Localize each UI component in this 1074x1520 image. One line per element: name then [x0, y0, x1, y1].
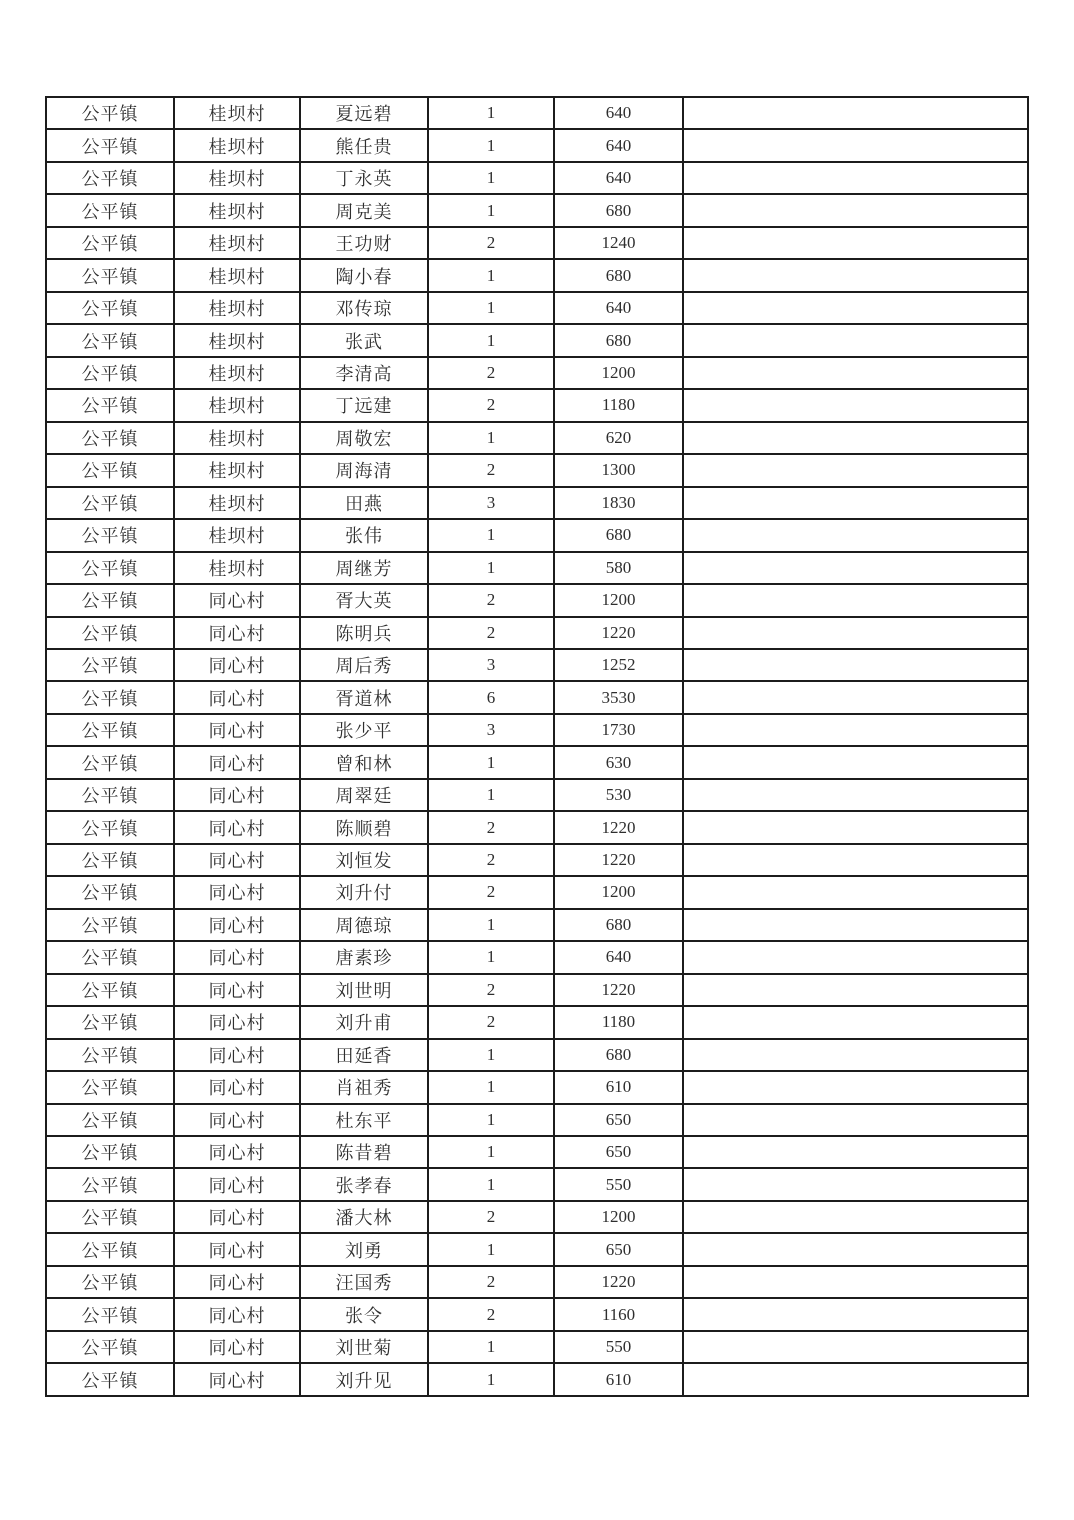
cell-count: 2: [428, 1266, 554, 1298]
cell-count: 1: [428, 909, 554, 941]
cell-village: 同心村: [174, 1233, 300, 1265]
cell-note: [683, 1136, 1028, 1168]
cell-note: [683, 552, 1028, 584]
cell-person-name: 邓传琼: [300, 292, 428, 324]
cell-amount: 1830: [554, 487, 683, 519]
cell-count: 1: [428, 292, 554, 324]
cell-note: [683, 844, 1028, 876]
cell-person-name: 刘升付: [300, 876, 428, 908]
cell-person-name: 张伟: [300, 519, 428, 551]
table-row: [46, 617, 1028, 649]
cell-village: 桂坝村: [174, 162, 300, 194]
cell-person-name: 陈明兵: [300, 617, 428, 649]
cell-person-name: 丁永英: [300, 162, 428, 194]
table-row: [46, 1363, 1028, 1396]
table-row: [46, 909, 1028, 941]
cell-count: 2: [428, 1298, 554, 1330]
cell-village: 桂坝村: [174, 389, 300, 421]
cell-town: 公平镇: [46, 844, 174, 876]
cell-amount: 640: [554, 162, 683, 194]
cell-town: 公平镇: [46, 97, 174, 129]
cell-village: 桂坝村: [174, 324, 300, 356]
cell-village: 同心村: [174, 1266, 300, 1298]
cell-village: 桂坝村: [174, 454, 300, 486]
cell-amount: 640: [554, 941, 683, 973]
table-row: [46, 227, 1028, 259]
cell-note: [683, 811, 1028, 843]
cell-person-name: 田燕: [300, 487, 428, 519]
cell-amount: 680: [554, 519, 683, 551]
table-row: [46, 357, 1028, 389]
cell-village: 桂坝村: [174, 227, 300, 259]
table-row: [46, 649, 1028, 681]
cell-person-name: 熊任贵: [300, 129, 428, 161]
records-table: [45, 96, 1029, 1397]
table-row: [46, 876, 1028, 908]
cell-person-name: 田延香: [300, 1039, 428, 1071]
cell-note: [683, 1233, 1028, 1265]
cell-note: [683, 519, 1028, 551]
cell-amount: 1220: [554, 844, 683, 876]
cell-amount: 1200: [554, 1201, 683, 1233]
cell-village: 同心村: [174, 1363, 300, 1396]
cell-village: 同心村: [174, 1331, 300, 1363]
cell-amount: 640: [554, 292, 683, 324]
cell-town: 公平镇: [46, 1039, 174, 1071]
cell-count: 1: [428, 941, 554, 973]
cell-town: 公平镇: [46, 519, 174, 551]
cell-count: 1: [428, 324, 554, 356]
cell-village: 桂坝村: [174, 97, 300, 129]
cell-note: [683, 1298, 1028, 1330]
cell-person-name: 周克美: [300, 194, 428, 226]
table-row: [46, 1331, 1028, 1363]
cell-count: 1: [428, 194, 554, 226]
table-row: [46, 1006, 1028, 1038]
table-row: [46, 259, 1028, 291]
cell-count: 1: [428, 1136, 554, 1168]
cell-note: [683, 227, 1028, 259]
cell-town: 公平镇: [46, 129, 174, 161]
cell-count: 2: [428, 617, 554, 649]
cell-amount: 650: [554, 1233, 683, 1265]
cell-person-name: 陈昔碧: [300, 1136, 428, 1168]
table-row: [46, 454, 1028, 486]
cell-town: 公平镇: [46, 909, 174, 941]
cell-village: 同心村: [174, 1168, 300, 1200]
cell-amount: 1220: [554, 1266, 683, 1298]
cell-town: 公平镇: [46, 974, 174, 1006]
cell-amount: 1252: [554, 649, 683, 681]
cell-person-name: 刘恒发: [300, 844, 428, 876]
table-row: [46, 324, 1028, 356]
cell-note: [683, 649, 1028, 681]
cell-town: 公平镇: [46, 1071, 174, 1103]
cell-town: 公平镇: [46, 617, 174, 649]
cell-amount: 640: [554, 97, 683, 129]
cell-amount: 550: [554, 1168, 683, 1200]
cell-amount: 3530: [554, 681, 683, 713]
table-row: [46, 162, 1028, 194]
cell-count: 2: [428, 974, 554, 1006]
cell-amount: 1220: [554, 617, 683, 649]
cell-amount: 680: [554, 1039, 683, 1071]
cell-note: [683, 909, 1028, 941]
cell-note: [683, 487, 1028, 519]
cell-village: 同心村: [174, 779, 300, 811]
cell-count: 6: [428, 681, 554, 713]
cell-amount: 1160: [554, 1298, 683, 1330]
cell-town: 公平镇: [46, 1168, 174, 1200]
cell-amount: 680: [554, 194, 683, 226]
table-row: [46, 779, 1028, 811]
cell-person-name: 周翠廷: [300, 779, 428, 811]
cell-person-name: 潘大林: [300, 1201, 428, 1233]
cell-count: 2: [428, 227, 554, 259]
cell-count: 1: [428, 1331, 554, 1363]
cell-town: 公平镇: [46, 1006, 174, 1038]
cell-note: [683, 194, 1028, 226]
cell-amount: 650: [554, 1104, 683, 1136]
cell-village: 同心村: [174, 1104, 300, 1136]
cell-amount: 1180: [554, 1006, 683, 1038]
cell-person-name: 刘世菊: [300, 1331, 428, 1363]
table-row: [46, 1039, 1028, 1071]
cell-count: 1: [428, 1233, 554, 1265]
cell-amount: 630: [554, 746, 683, 778]
cell-count: 1: [428, 1071, 554, 1103]
cell-amount: 580: [554, 552, 683, 584]
cell-village: 桂坝村: [174, 259, 300, 291]
cell-town: 公平镇: [46, 162, 174, 194]
cell-count: 2: [428, 844, 554, 876]
cell-village: 同心村: [174, 844, 300, 876]
cell-person-name: 陈顺碧: [300, 811, 428, 843]
cell-note: [683, 714, 1028, 746]
cell-town: 公平镇: [46, 779, 174, 811]
table-row: [46, 422, 1028, 454]
cell-town: 公平镇: [46, 357, 174, 389]
cell-note: [683, 1363, 1028, 1396]
cell-town: 公平镇: [46, 487, 174, 519]
cell-note: [683, 681, 1028, 713]
cell-village: 同心村: [174, 876, 300, 908]
cell-count: 2: [428, 454, 554, 486]
cell-person-name: 刘世明: [300, 974, 428, 1006]
cell-village: 同心村: [174, 1298, 300, 1330]
cell-person-name: 夏远碧: [300, 97, 428, 129]
cell-person-name: 胥道林: [300, 681, 428, 713]
cell-person-name: 胥大英: [300, 584, 428, 616]
cell-village: 同心村: [174, 909, 300, 941]
cell-amount: 680: [554, 324, 683, 356]
cell-village: 同心村: [174, 1136, 300, 1168]
cell-village: 同心村: [174, 811, 300, 843]
cell-village: 桂坝村: [174, 519, 300, 551]
table-row: [46, 129, 1028, 161]
cell-count: 2: [428, 389, 554, 421]
cell-count: 1: [428, 1039, 554, 1071]
table-row: [46, 1233, 1028, 1265]
cell-town: 公平镇: [46, 259, 174, 291]
table-row: [46, 974, 1028, 1006]
cell-count: 2: [428, 1201, 554, 1233]
cell-count: 1: [428, 1363, 554, 1396]
cell-person-name: 唐素珍: [300, 941, 428, 973]
cell-note: [683, 292, 1028, 324]
table-row: [46, 584, 1028, 616]
cell-amount: 1200: [554, 357, 683, 389]
cell-count: 1: [428, 162, 554, 194]
cell-person-name: 刘勇: [300, 1233, 428, 1265]
cell-note: [683, 1104, 1028, 1136]
cell-note: [683, 162, 1028, 194]
cell-amount: 640: [554, 129, 683, 161]
cell-note: [683, 389, 1028, 421]
cell-note: [683, 941, 1028, 973]
cell-note: [683, 129, 1028, 161]
cell-person-name: 张孝春: [300, 1168, 428, 1200]
cell-note: [683, 1168, 1028, 1200]
cell-count: 3: [428, 487, 554, 519]
cell-town: 公平镇: [46, 552, 174, 584]
cell-amount: 680: [554, 909, 683, 941]
cell-town: 公平镇: [46, 1266, 174, 1298]
cell-town: 公平镇: [46, 292, 174, 324]
cell-town: 公平镇: [46, 1331, 174, 1363]
cell-amount: 1180: [554, 389, 683, 421]
cell-count: 2: [428, 876, 554, 908]
table-row: [46, 389, 1028, 421]
cell-count: 1: [428, 519, 554, 551]
cell-note: [683, 876, 1028, 908]
cell-person-name: 陶小春: [300, 259, 428, 291]
cell-village: 同心村: [174, 1071, 300, 1103]
table-row: [46, 1298, 1028, 1330]
cell-town: 公平镇: [46, 194, 174, 226]
table-row: [46, 292, 1028, 324]
cell-person-name: 周后秀: [300, 649, 428, 681]
table-row: [46, 1104, 1028, 1136]
table-row: [46, 714, 1028, 746]
cell-village: 同心村: [174, 1039, 300, 1071]
table-row: [46, 1168, 1028, 1200]
cell-note: [683, 259, 1028, 291]
cell-village: 桂坝村: [174, 357, 300, 389]
table-row: [46, 552, 1028, 584]
cell-town: 公平镇: [46, 714, 174, 746]
cell-town: 公平镇: [46, 1363, 174, 1396]
cell-town: 公平镇: [46, 746, 174, 778]
cell-note: [683, 1071, 1028, 1103]
cell-note: [683, 1006, 1028, 1038]
cell-count: 3: [428, 649, 554, 681]
cell-village: 桂坝村: [174, 194, 300, 226]
cell-count: 1: [428, 97, 554, 129]
cell-note: [683, 617, 1028, 649]
cell-amount: 620: [554, 422, 683, 454]
table-row: [46, 1201, 1028, 1233]
cell-town: 公平镇: [46, 389, 174, 421]
cell-village: 同心村: [174, 584, 300, 616]
cell-person-name: 周德琼: [300, 909, 428, 941]
table-row: [46, 681, 1028, 713]
cell-person-name: 周敬宏: [300, 422, 428, 454]
cell-person-name: 李清高: [300, 357, 428, 389]
cell-note: [683, 1266, 1028, 1298]
cell-amount: 610: [554, 1363, 683, 1396]
cell-person-name: 丁远建: [300, 389, 428, 421]
cell-town: 公平镇: [46, 227, 174, 259]
records-table-body: [46, 97, 1028, 1396]
cell-amount: 610: [554, 1071, 683, 1103]
cell-amount: 1300: [554, 454, 683, 486]
cell-count: 2: [428, 811, 554, 843]
cell-count: 2: [428, 584, 554, 616]
cell-count: 1: [428, 552, 554, 584]
cell-note: [683, 746, 1028, 778]
cell-person-name: 肖祖秀: [300, 1071, 428, 1103]
cell-village: 同心村: [174, 681, 300, 713]
table-row: [46, 194, 1028, 226]
cell-person-name: 刘升见: [300, 1363, 428, 1396]
table-row: [46, 844, 1028, 876]
cell-town: 公平镇: [46, 1104, 174, 1136]
cell-person-name: 刘升甫: [300, 1006, 428, 1038]
cell-village: 桂坝村: [174, 552, 300, 584]
cell-village: 同心村: [174, 714, 300, 746]
cell-note: [683, 1039, 1028, 1071]
cell-town: 公平镇: [46, 649, 174, 681]
cell-town: 公平镇: [46, 584, 174, 616]
cell-count: 1: [428, 746, 554, 778]
table-row: [46, 1266, 1028, 1298]
cell-amount: 1730: [554, 714, 683, 746]
cell-village: 同心村: [174, 1006, 300, 1038]
cell-count: 1: [428, 259, 554, 291]
table-row: [46, 1071, 1028, 1103]
cell-town: 公平镇: [46, 1298, 174, 1330]
cell-village: 桂坝村: [174, 487, 300, 519]
cell-note: [683, 779, 1028, 811]
cell-person-name: 张令: [300, 1298, 428, 1330]
cell-note: [683, 324, 1028, 356]
cell-town: 公平镇: [46, 454, 174, 486]
cell-amount: 1200: [554, 876, 683, 908]
cell-person-name: 张少平: [300, 714, 428, 746]
cell-person-name: 周海清: [300, 454, 428, 486]
cell-amount: 1200: [554, 584, 683, 616]
cell-town: 公平镇: [46, 941, 174, 973]
table-row: [46, 746, 1028, 778]
table-row: [46, 487, 1028, 519]
table-row: [46, 519, 1028, 551]
cell-count: 1: [428, 129, 554, 161]
cell-count: 2: [428, 357, 554, 389]
cell-amount: 1220: [554, 974, 683, 1006]
cell-person-name: 张武: [300, 324, 428, 356]
table-row: [46, 941, 1028, 973]
cell-count: 3: [428, 714, 554, 746]
cell-note: [683, 357, 1028, 389]
cell-village: 桂坝村: [174, 422, 300, 454]
cell-village: 同心村: [174, 941, 300, 973]
cell-person-name: 杜东平: [300, 1104, 428, 1136]
cell-amount: 680: [554, 259, 683, 291]
cell-note: [683, 584, 1028, 616]
cell-person-name: 曾和林: [300, 746, 428, 778]
cell-note: [683, 97, 1028, 129]
cell-count: 1: [428, 1168, 554, 1200]
cell-town: 公平镇: [46, 422, 174, 454]
cell-note: [683, 1331, 1028, 1363]
cell-count: 1: [428, 1104, 554, 1136]
cell-village: 同心村: [174, 617, 300, 649]
cell-town: 公平镇: [46, 811, 174, 843]
cell-village: 桂坝村: [174, 292, 300, 324]
cell-village: 桂坝村: [174, 129, 300, 161]
cell-amount: 550: [554, 1331, 683, 1363]
table-row: [46, 97, 1028, 129]
cell-note: [683, 974, 1028, 1006]
cell-note: [683, 422, 1028, 454]
cell-town: 公平镇: [46, 1201, 174, 1233]
cell-town: 公平镇: [46, 1136, 174, 1168]
table-row: [46, 811, 1028, 843]
cell-person-name: 王功财: [300, 227, 428, 259]
cell-amount: 1240: [554, 227, 683, 259]
cell-count: 1: [428, 779, 554, 811]
cell-town: 公平镇: [46, 324, 174, 356]
cell-village: 同心村: [174, 649, 300, 681]
cell-person-name: 汪国秀: [300, 1266, 428, 1298]
cell-count: 1: [428, 422, 554, 454]
cell-count: 2: [428, 1006, 554, 1038]
cell-village: 同心村: [174, 746, 300, 778]
cell-village: 同心村: [174, 974, 300, 1006]
cell-town: 公平镇: [46, 1233, 174, 1265]
cell-person-name: 周继芳: [300, 552, 428, 584]
cell-note: [683, 454, 1028, 486]
cell-town: 公平镇: [46, 681, 174, 713]
table-row: [46, 1136, 1028, 1168]
cell-amount: 1220: [554, 811, 683, 843]
cell-village: 同心村: [174, 1201, 300, 1233]
cell-note: [683, 1201, 1028, 1233]
cell-town: 公平镇: [46, 876, 174, 908]
cell-amount: 530: [554, 779, 683, 811]
cell-amount: 650: [554, 1136, 683, 1168]
